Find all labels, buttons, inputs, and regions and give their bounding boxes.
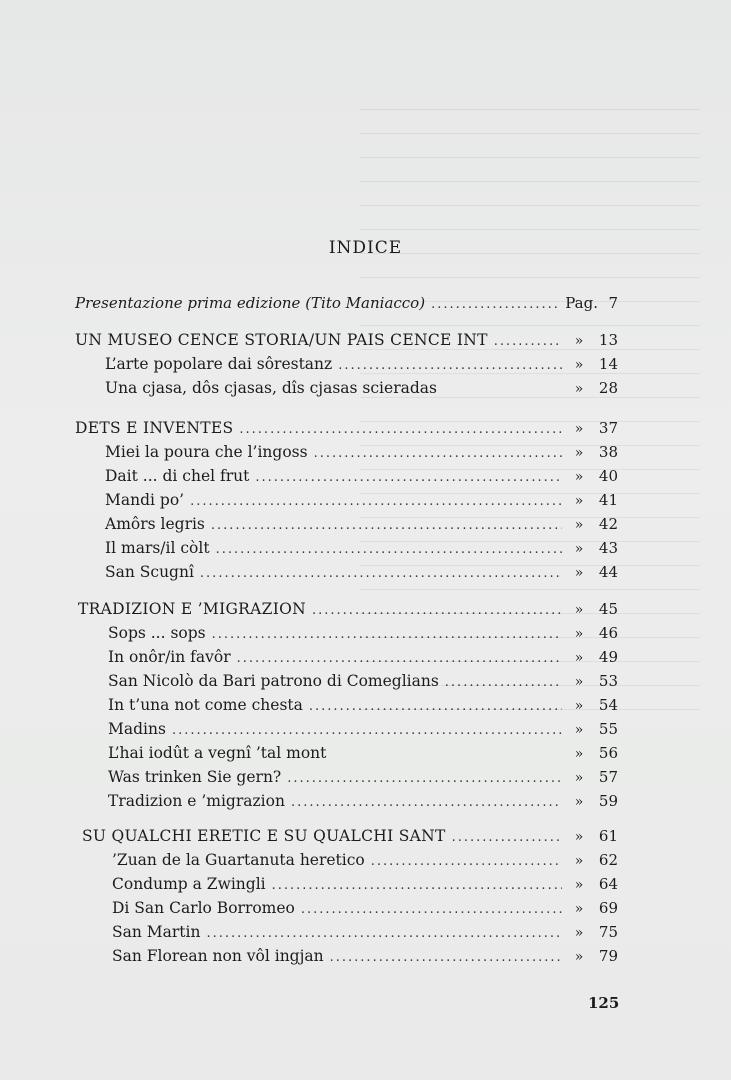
index-item [108, 672, 618, 694]
ditto-mark: » [574, 517, 584, 533]
index-item [108, 744, 618, 766]
leader-dots [330, 950, 562, 965]
index-item [112, 875, 618, 897]
ditto-mark: » [574, 421, 584, 437]
leader-dots [237, 651, 562, 666]
leader-dots [371, 854, 562, 869]
index-item [105, 443, 618, 465]
leader-dots [452, 830, 562, 845]
ditto-mark: » [574, 541, 584, 557]
item-label: In onôr/in favôr [108, 648, 231, 666]
index-item [112, 947, 618, 969]
section-label: DETS E INVENTES [75, 419, 234, 437]
item-label: San Martin [112, 923, 201, 941]
index-item [105, 467, 618, 489]
leader-dots [301, 902, 562, 917]
intro-page: 7 [608, 294, 618, 312]
page-number: 54 [598, 696, 618, 714]
leader-dots [200, 566, 562, 581]
index-item [108, 624, 618, 646]
item-label: Il mars/il còlt [105, 539, 210, 557]
leader-dots [255, 470, 562, 485]
ditto-mark: » [574, 746, 584, 762]
section-label: SU QUALCHI ERETIC E SU QUALCHI SANT [82, 827, 446, 845]
section-entry [75, 419, 618, 441]
page-number: 37 [598, 419, 618, 437]
index-item [108, 696, 618, 718]
page-number: 14 [598, 355, 618, 373]
item-label: San Scugnî [105, 563, 194, 581]
leader-dots [212, 627, 562, 642]
item-label: Madins [108, 720, 166, 738]
item-label: In t’una not come chesta [108, 696, 303, 714]
item-label: Di San Carlo Borromeo [112, 899, 295, 917]
item-label: Mandi po’ [105, 491, 185, 509]
page-number: 38 [598, 443, 618, 461]
ditto-mark: » [574, 357, 584, 373]
index-item [105, 563, 618, 585]
index-item [108, 720, 618, 742]
ditto-mark: » [574, 493, 584, 509]
ditto-mark: » [574, 925, 584, 941]
leader-dots [312, 603, 562, 618]
ditto-mark: » [574, 770, 584, 786]
page-number: 57 [598, 768, 618, 786]
item-label: Amôrs legris [105, 515, 205, 533]
page-number: 49 [598, 648, 618, 666]
leader-dots [291, 795, 562, 810]
page-number: 61 [598, 827, 618, 845]
page-number: 56 [598, 744, 618, 762]
ditto-mark: » [574, 674, 584, 690]
leader-dots [314, 446, 562, 461]
page-number: 45 [598, 600, 618, 618]
page-number: 59 [598, 792, 618, 810]
ditto-mark: » [574, 877, 584, 893]
leader-dots [338, 358, 562, 373]
ditto-mark: » [574, 949, 584, 965]
index-title: INDICE [328, 238, 403, 258]
leader-dots [239, 422, 562, 437]
item-label: L’arte popolare dai sôrestanz [105, 355, 333, 373]
page-number: 43 [598, 539, 618, 557]
item-label: Condump a Zwingli [112, 875, 266, 893]
item-label: Dait ... di chel frut [105, 467, 250, 485]
ditto-mark: » [574, 650, 584, 666]
index-item [105, 355, 618, 377]
index-item [105, 539, 618, 561]
page-number: 79 [598, 947, 618, 965]
ditto-mark: » [574, 565, 584, 581]
leader-dots [190, 494, 562, 509]
intro-label: Presentazione prima edizione (Tito Maniacco) [75, 294, 426, 312]
ditto-mark: » [574, 698, 584, 714]
item-label: Miei la poura che l’ingoss [105, 443, 308, 461]
section-entry [78, 600, 618, 622]
index-item [108, 648, 618, 670]
leader-dots [494, 334, 562, 349]
index-item [112, 923, 618, 945]
index-item [112, 899, 618, 921]
index-item [108, 792, 618, 814]
ditto-mark: » [574, 381, 584, 397]
section-entry [82, 827, 618, 849]
item-label: ’Zuan de la Guartanuta heretico [112, 851, 365, 869]
index-item [112, 851, 618, 873]
leader-dots [206, 926, 562, 941]
index-item [105, 379, 618, 401]
index-item [105, 515, 618, 537]
show-through-text [360, 95, 700, 715]
section-label: UN MUSEO CENCE STORIA/UN PAIS CENCE INT [75, 331, 488, 349]
leader-dots [287, 771, 562, 786]
ditto-mark: » [574, 333, 584, 349]
leader-dots [431, 297, 559, 312]
page-number: 55 [598, 720, 618, 738]
page-number: 44 [598, 563, 618, 581]
item-label: L’hai iodût a vegnî ’tal mont [108, 744, 327, 762]
intro-entry [75, 294, 618, 316]
leader-dots [309, 699, 562, 714]
page-number: 64 [598, 875, 618, 893]
ditto-mark: » [574, 794, 584, 810]
ditto-mark: » [574, 602, 584, 618]
leader-dots [216, 542, 562, 557]
page-folio: 125 [588, 994, 620, 1012]
ditto-mark: » [574, 901, 584, 917]
page-number: 53 [598, 672, 618, 690]
page-number: 62 [598, 851, 618, 869]
ditto-mark: » [574, 626, 584, 642]
page-number: 46 [598, 624, 618, 642]
page-number: 41 [598, 491, 618, 509]
page-number: 13 [598, 331, 618, 349]
leader-dots [172, 723, 562, 738]
item-label: San Florean non vôl ingjan [112, 947, 324, 965]
ditto-mark: » [574, 469, 584, 485]
index-item [108, 768, 618, 790]
section-entry [75, 331, 618, 353]
item-label: Was trinken Sie gern? [108, 768, 282, 786]
page-number: 69 [598, 899, 618, 917]
page-number: 75 [598, 923, 618, 941]
item-label: Sops ... sops [108, 624, 206, 642]
page-number: 42 [598, 515, 618, 533]
page-number: 40 [598, 467, 618, 485]
section-label: TRADIZION E ’MIGRAZION [78, 600, 307, 618]
item-label: Una cjasa, dôs cjasas, dîs cjasas scieradas [105, 379, 437, 397]
item-label: San Nicolò da Bari patrono di Comeglians [108, 672, 439, 690]
ditto-mark: » [574, 829, 584, 845]
leader-dots [272, 878, 562, 893]
leader-dots [445, 675, 562, 690]
leader-dots [211, 518, 562, 533]
item-label: Tradizion e ’migrazion [108, 792, 285, 810]
pag-label: Pag. [565, 294, 598, 312]
ditto-mark: » [574, 445, 584, 461]
ditto-mark: » [574, 853, 584, 869]
index-item [105, 491, 618, 513]
page-number: 28 [598, 379, 618, 397]
ditto-mark: » [574, 722, 584, 738]
